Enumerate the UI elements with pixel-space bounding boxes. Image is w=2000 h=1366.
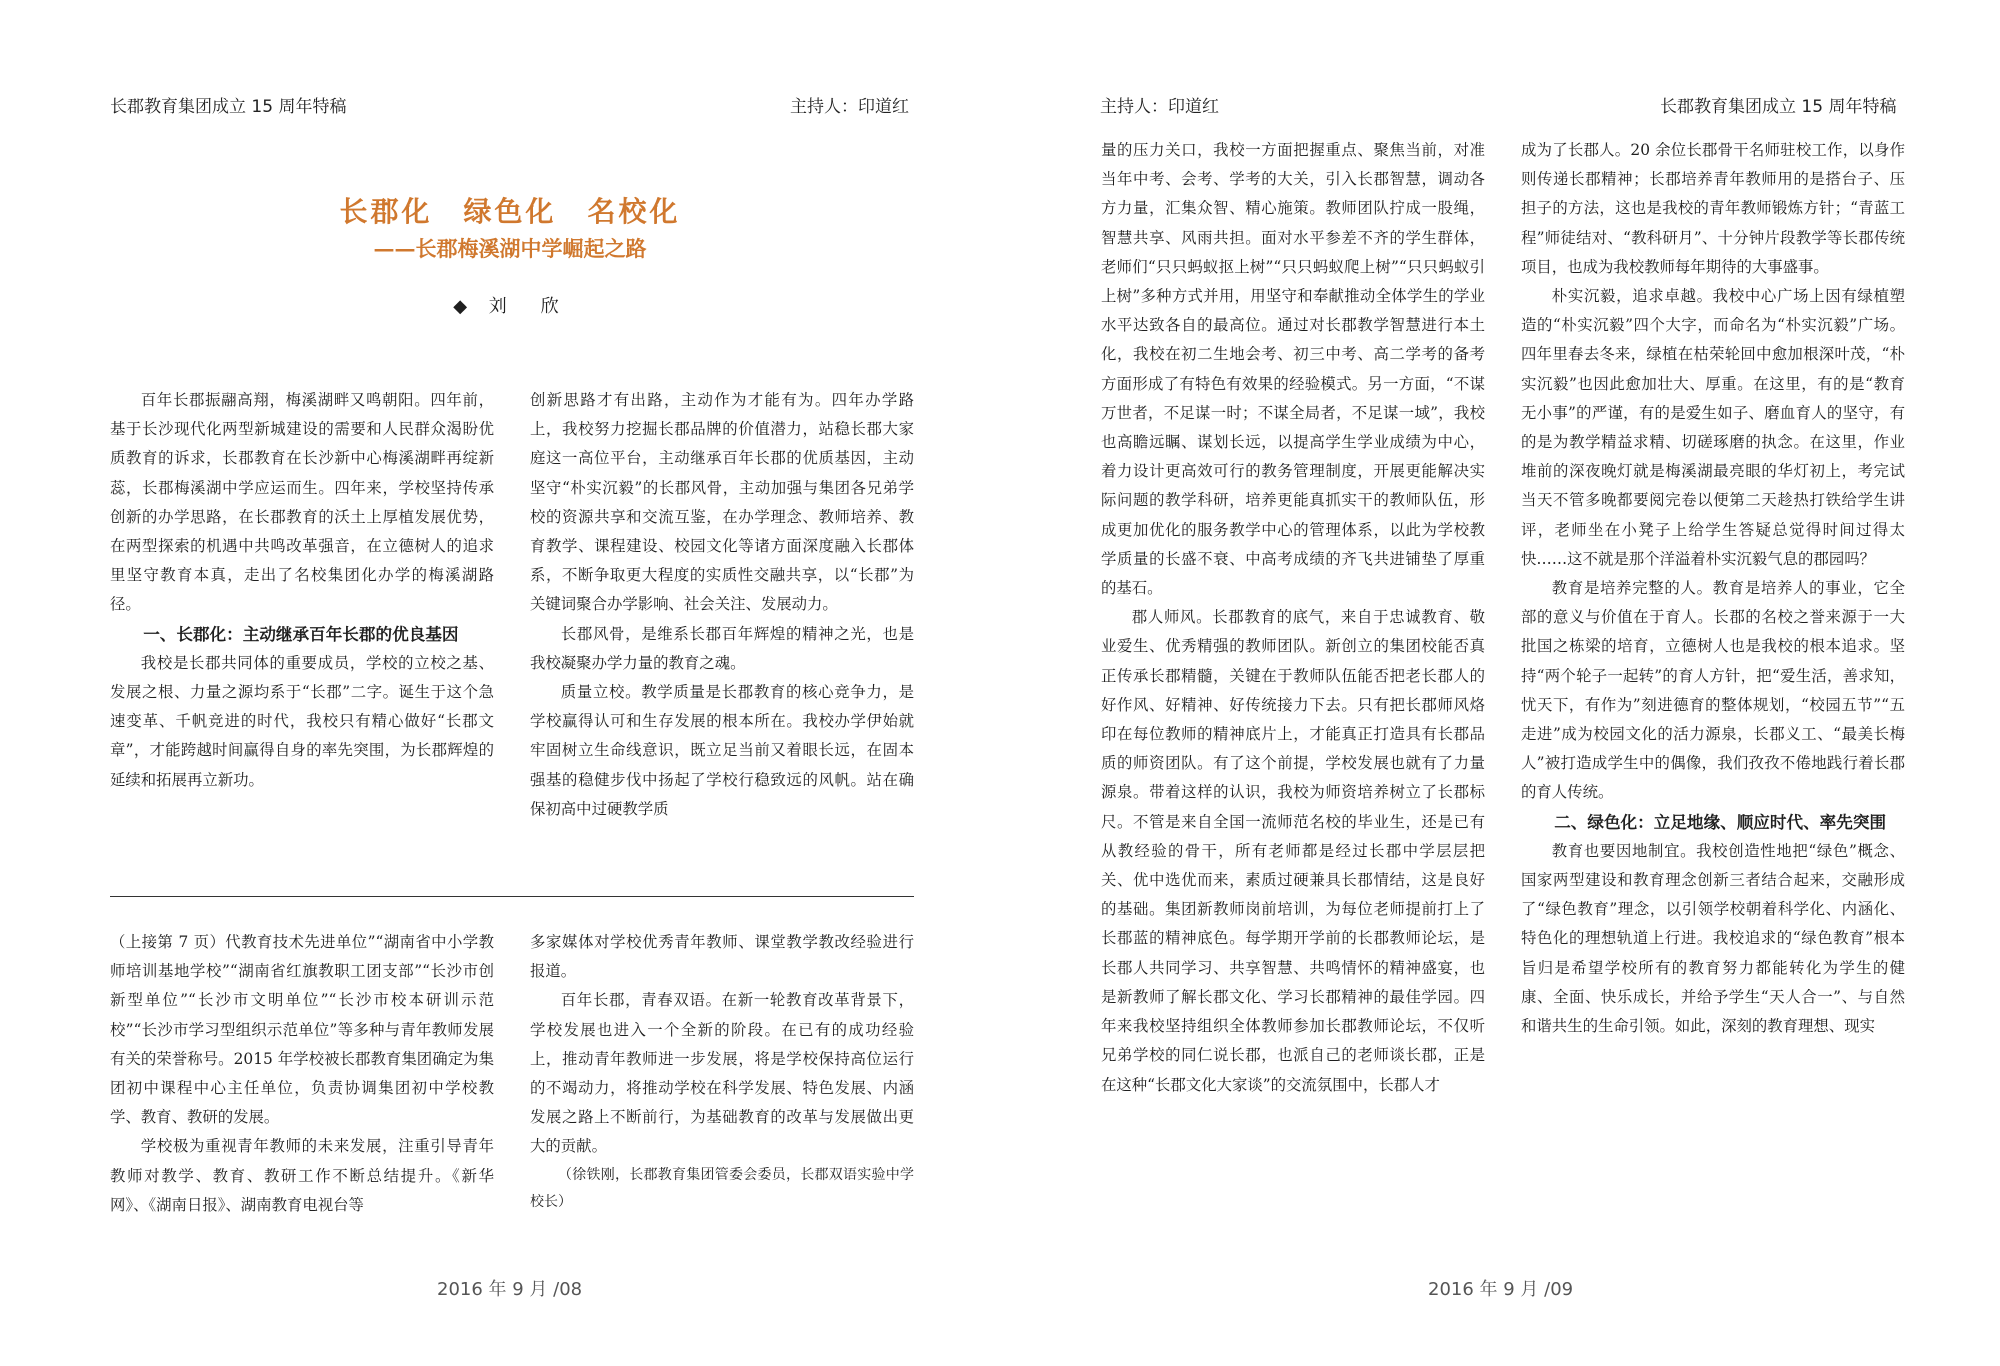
left-column-1 <box>110 386 494 795</box>
paragraph: 教育也要因地制宜。我校创造性地把“绿色”概念、国家两型建设和教育理念创新三者结合起来，交融形成了“绿色教育”理念，以引领学校朝着科学化、内涵化、特色化的理想轨道上行进。我校追求的“绿色教育”根本旨归是希望学校所有的教育努力都能转化为学生的健康、全面、快乐成长，并给予学生“天人合一”、与自然和谐共生的生命引领。如此，深刻的教育理想、现实 <box>1521 841 1905 1036</box>
paragraph: 成为了长郡人。20 余位长郡骨干名师驻校工作，以身作则传递长郡精神；长郡培养青年教师用的是搭台子、压担子的方法，这也是我校的青年教师锻炼方针；“青蓝工程”师徒结对、“教科研月”、十分钟片段教学等长郡传统项目，也成为我校教师每年期待的大事盛事。 <box>1521 141 1905 276</box>
article-author: ◆ 刘 欣 <box>453 296 567 317</box>
paragraph: （上接第 7 页）代教育技术先进单位”“湖南省中小学教师培训基地学校”“湖南省红旗教职工团支部”“长沙市创新型单位”“长沙市文明单位”“长沙市校本研训示范校”“长沙市学习型组织示范单位”等多种与青年教师发展有关的荣誉称号。2015 年学校被长郡教育集团确定为集团初中课程中心主任单位，负责协调集团初中学校教学、教育、教研的发展。 <box>110 933 494 1127</box>
paragraph: 郡人师风。长郡教育的底气，来自于忠诚教育、敬业爱生、优秀精强的教师团队。新创立的集团校能否真正传承长郡精髓，关键在于教师队伍能否把老长郡人的好作风、好精神、好传统接力下去。只有把长郡师风烙印在每位教师的精神底片上，才能真正打造具有长郡品质的师资团队。有了这个前提，学校发展也就有了力量源泉。带着这样的认识，我校为师资培养树立了长郡标尺。不管是来自全国一流师范名校的毕业生，还是已有从教经验的骨干，所有老师都是经过长郡中学层层把关、优中选优而来，素质过硬兼具长郡情结，这是良好的基础。集团新教师岗前培训，为每位老师提前打上了长郡蓝的精神底色。每学期开学前的长郡教师论坛，是长郡人共同学习、共享智慧、共鸣情怀的精神盛宴，也是新教师了解长郡文化、学习长郡精神的最佳学园。四年来我校坚持组织全体教师参加长郡教师论坛，不仅听兄弟学校的同仁说长郡，也派自己的老师谈长郡，正是在这种“长郡文化大家谈”的交流氛围中，长郡人才 <box>1101 608 1485 1094</box>
paragraph: 百年长郡，青春双语。在新一轮教育改革背景下，学校发展也进入一个全新的阶段。在已有的成功经验上，推动青年教师进一步发展，将是学校保持高位运行的不竭动力，将推动学校在科学发展、特色发展、内涵发展之路上不断前行，为基础教育的改革与发展做出更大的贡献。 <box>530 991 914 1156</box>
article-title-block <box>110 192 910 322</box>
right-page <box>1000 0 2000 1366</box>
paragraph: 教育是培养完整的人。教育是培养人的事业，它全部的意义与价值在于育人。长郡的名校之誉来源于一大批国之栋梁的培育，立德树人也是我校的根本追求。坚持“两个轮子一起转”的育人方针，把“爱生活，善求知，忧天下，有作为”刻进德育的整体规划，“校园五节”“五走进”成为校园文化的活力源泉，长郡义工、“最美长梅人”被打造成学生中的偶像，我们孜孜不倦地践行着长郡的育人传统。 <box>1521 579 1905 802</box>
paragraph: 长郡风骨，是维系长郡百年辉煌的精神之光，也是我校凝聚办学力量的教育之魂。 <box>530 624 914 672</box>
paragraph: 量的压力关口，我校一方面把握重点、聚焦当前，对准当年中考、会考、学考的大关，引入长郡智慧，调动各方力量，汇集众智、精心施策。教师团队拧成一股绳，智慧共享、风雨共担。面对水平参差不齐的学生群体，老师们“只只蚂蚁抠上树”“只只蚂蚁爬上树”“只只蚂蚁引上树”多种方式并用，用坚守和奉献推动全体学生的学业水平达致各自的最高位。通过对长郡教学智慧进行本土化，我校在初二生地会考、初三中考、高二学考的备考方面形成了有特色有效果的经验模式。另一方面，“不谋万世者，不足谋一时；不谋全局者，不足谋一域”，我校也高瞻远瞩、谋划长远，以提高学生学业成绩为中心，着力设计更高效可行的教务管理制度，开展更能解决实际问题的教学科研，培养更能真抓实干的教师队伍，形成更加优化的服务教学中心的管理体系，以此为学校教学质量的长盛不衰、中高考成绩的齐飞共进铺垫了厚重的基石。 <box>1101 141 1485 598</box>
left-column-2 <box>530 386 914 824</box>
paragraph: 我校是长郡共同体的重要成员，学校的立校之基、发展之根、力量之源均系于“长郡”二字。诞生于这个急速变革、千帆竞进的时代，我校只有精心做好“长郡文章”，才能跨越时间赢得自身的率先突围，为长郡辉煌的延续和拓展再立新功。 <box>110 653 494 789</box>
right-column-2 <box>1521 136 1905 1041</box>
paragraph: 多家媒体对学校优秀青年教师、课堂教学教改经验进行报道。 <box>530 933 914 981</box>
continued-column-1 <box>110 928 494 1220</box>
left-host-label: 主持人：印道红 <box>790 97 909 117</box>
right-page-footer: 2016 年 9 月 /09 <box>1428 1279 1574 1300</box>
section-heading-1: 一、长郡化：主动继承百年长郡的优良基因 <box>143 624 459 644</box>
left-running-header: 长郡教育集团成立 15 周年特稿 <box>110 97 347 117</box>
paragraph: 百年长郡振翮高翔，梅溪湖畔又鸣朝阳。四年前，基于长沙现代化两型新城建设的需要和人民群众渴盼优质教育的诉求，长郡教育在长沙新中心梅溪湖畔再绽新蕊，长郡梅溪湖中学应运而生。四年来，学校坚持传承创新的办学思路，在长郡教育的沃土上厚植发展优势，在两型探索的机遇中共鸣改革强音，在立德树人的追求里坚守教育本真，走出了名校集团化办学的梅溪湖路径。 <box>110 391 494 614</box>
left-page-footer: 2016 年 9 月 /08 <box>437 1279 583 1300</box>
paragraph: 学校极为重视青年教师的未来发展，注重引导青年教师对教学、教育、教研工作不断总结提升。《新华网》、《湖南日报》、湖南教育电视台等 <box>110 1137 494 1214</box>
article-title: 长郡化 绿色化 名校化 <box>339 195 681 228</box>
right-running-header: 长郡教育集团成立 15 周年特稿 <box>1660 97 1897 117</box>
continued-column-2 <box>530 928 914 1216</box>
section-divider <box>110 896 914 897</box>
paragraph: 质量立校。教学质量是长郡教育的核心竞争力，是学校赢得认可和生存发展的根本所在。我校办学伊始就牢固树立生命线意识，既立足当前又着眼长远，在固本强基的稳健步伐中扬起了学校行稳致远的风帆。站在确保初高中过硬教学质 <box>530 683 914 818</box>
section-heading-2: 二、绿色化：立足地缘、顺应时代、率先突围 <box>1554 812 1887 832</box>
paragraph: 创新思路才有出路，主动作为才能有为。四年办学路上，我校努力挖掘长郡品牌的价值潜力，站稳长郡大家庭这一高位平台，主动继承百年长郡的优质基因，主动坚守“朴实沉毅”的长郡风骨，主动加强与集团各兄弟学校的资源共享和交流互鉴，在办学理念、教师培养、教育教学、课程建设、校园文化等诸方面深度融入长郡体系，不断争取更大程度的实质性交融共享，以“长郡”为关键词聚合办学影响、社会关注、发展动力。 <box>530 391 914 614</box>
paragraph: 朴实沉毅，追求卓越。我校中心广场上因有绿植塑造的“朴实沉毅”四个大字，而命名为“朴实沉毅”广场。四年里春去冬来，绿植在枯荣轮回中愈加根深叶茂，“朴实沉毅”也因此愈加壮大、厚重。在这里，有的是“教育无小事”的严谨，有的是爱生如子、磨血育人的坚守，有的是为教学精益求精、切磋琢磨的执念。在这里，作业堆前的深夜晚灯就是梅溪湖最亮眼的华灯初上，考完试当天不管多晚都要阅完卷以便第二天趁热打铁给学生讲评，老师坐在小凳子上给学生答疑总觉得时间过得太快……这不就是那个洋溢着朴实沉毅气息的郡园吗？ <box>1521 287 1905 568</box>
article-subtitle: ——长郡梅溪湖中学崛起之路 <box>373 236 647 261</box>
right-column-1 <box>1101 136 1485 1100</box>
right-host-label: 主持人：印道红 <box>1100 97 1219 117</box>
author-signature: （徐铁刚，长郡教育集团管委会委员，长郡双语实验中学校长） <box>530 1166 914 1210</box>
